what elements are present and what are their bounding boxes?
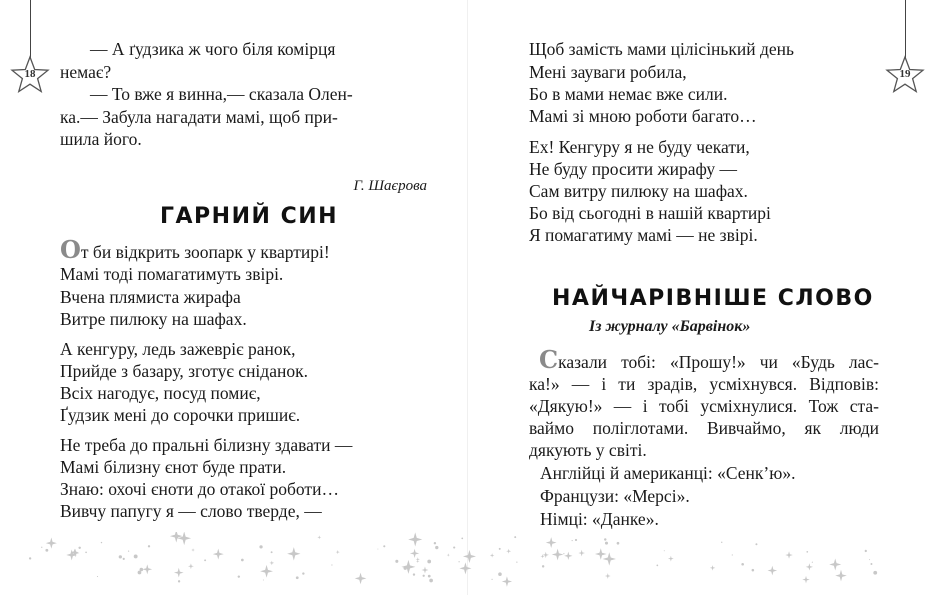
poem-line: Щоб замість мами цілісінький день [529, 39, 795, 59]
poem-line: Мамі зі мною роботи багато… [529, 106, 757, 126]
story-title: НАЙЧАРІВНІШЕ СЛОВО [552, 286, 874, 311]
poem-line: Мамі білизну єнот буде прати. [60, 457, 287, 477]
intro-line: шила його. [60, 129, 142, 149]
poem-author: Г. Шаєрова [353, 178, 427, 194]
poem-line: Бо від сьогодні в нашій квартирі [529, 203, 771, 223]
dropcap: О [60, 235, 81, 264]
page-number-star-icon [10, 55, 50, 95]
paragraph-line: дякують у світі. [529, 440, 647, 460]
page-number-star-icon [885, 55, 925, 95]
poem-line: Вчена плямиста жирафа [60, 287, 241, 307]
sparkle-decoration [0, 532, 935, 592]
dropcap: С [539, 345, 559, 374]
intro-line: немає? [60, 62, 112, 82]
poem-line: Вивчу папугу я — слово тверде, — [60, 501, 322, 521]
star-thread [905, 0, 906, 58]
story-source: Із журналу «Барвінок» [589, 318, 751, 335]
poem-line: Знаю: охочі єноти до отакої роботи… [60, 479, 339, 499]
poem-line: Прийде з базару, зготує сніданок. [60, 361, 308, 381]
poem-line: Всіх нагодує, посуд помиє, [60, 383, 261, 403]
poem-line: Ґудзик мені до сорочки пришиє. [60, 405, 301, 425]
page-number: 18 [24, 68, 36, 80]
poem-line: Бо в мами немає вже сили. [529, 84, 728, 104]
intro-line: — А ґудзика ж чого біля комірця [90, 39, 336, 59]
right-page [467, 0, 935, 595]
left-page [0, 0, 467, 595]
poem-line: От би відкрить зоопарк у квартирі! [60, 235, 330, 264]
page-number: 19 [899, 68, 911, 80]
intro-line: — То вже я винна,— сказала Олен- [90, 84, 353, 104]
paragraph-line: Сказали тобі: «Прошу!» чи «Будь лас- [539, 345, 879, 374]
poem-line: Ех! Кенгуру я не буду чекати, [529, 137, 750, 157]
poem-line: Мені зауваги робила, [529, 62, 687, 82]
poem-line: Не треба до пральні білизну здавати — [60, 435, 353, 455]
example-line: Англійці й американці: «Сенк’ю». [540, 463, 796, 483]
intro-line: ка.— Забула нагадати мамі, щоб при- [60, 107, 338, 127]
poem-title: ГАРНИЙ СИН [160, 204, 339, 229]
poem-line: Мамі тоді помагатимуть звірі. [60, 264, 284, 284]
paragraph-line: ка!» — і ти зрадів, усміхнувся. Відповів: [529, 374, 879, 394]
example-line: Французи: «Мерсі». [540, 486, 690, 506]
paragraph-line: «Дякую!» — і тобі усміхнулися. Тож ста- [529, 396, 879, 416]
poem-line: Я помагатиму мамі — не звірі. [529, 225, 758, 245]
poem-line: Сам витру пилюку на шафах. [529, 181, 748, 201]
star-thread [30, 0, 31, 58]
poem-line: А кенгуру, ледь зажевріє ранок, [60, 339, 296, 359]
example-line: Німці: «Данке». [540, 509, 659, 529]
paragraph-line: ваймо поліглотами. Вивчаймо, як люди [529, 418, 879, 438]
poem-line: Витре пилюку на шафах. [60, 309, 247, 329]
poem-line: Не буду просити жирафу — [529, 159, 738, 179]
